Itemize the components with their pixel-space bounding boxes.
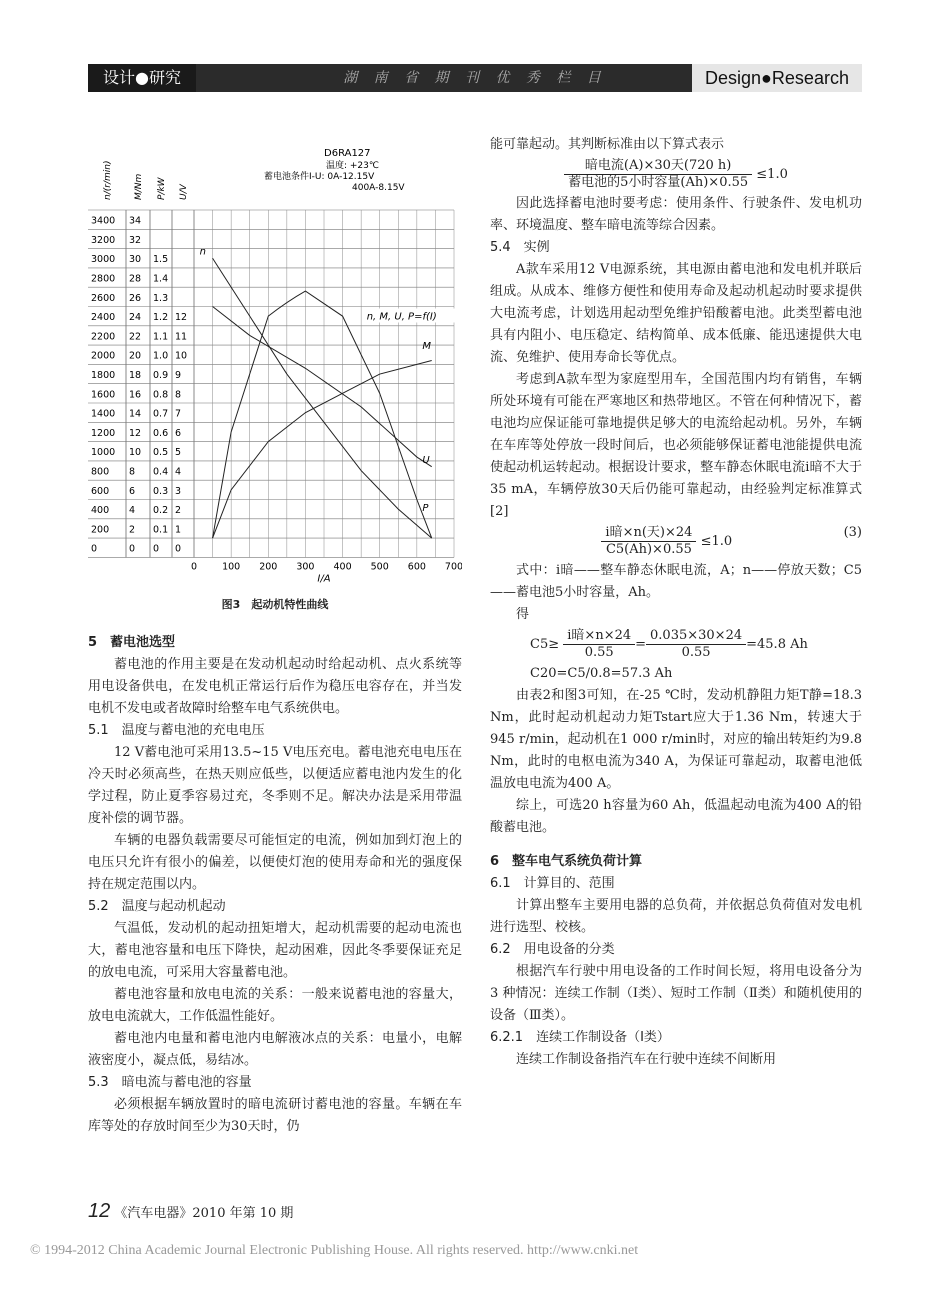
tick-label: 26 [129,292,142,304]
tick-label: 1 [175,524,182,536]
paragraph: 蓄电池容量和放电电流的关系：一般来说蓄电池的容量大，放电电流就大，工作低温性能好。 [88,987,462,1024]
paragraph: 蓄电池的作用主要是在发动机起动时给起动机、点火系统等用电设备供电，在发电机正常运行后作为稳压电容存在，并当发电机不发电或者故障时给整车电气系统供电。 [88,657,462,716]
tick-label: 18 [129,370,142,382]
tick-label: 5 [175,447,182,459]
copyright-line: © 1994-2012 China Academic Journal Electronic Publishing House. All rights reserved. http://www.cnki.net [30,1243,639,1258]
tick-label: 2200 [91,331,116,343]
section-5-heading: 5 蓄电池选型 [88,635,176,650]
tick-label: 1.3 [153,292,169,304]
tick-label: 0.1 [153,524,169,536]
tick-label: 800 [91,466,110,478]
x-tick-label: 500 [370,561,389,573]
tick-label: 2 [129,524,136,536]
tick-label: 8 [129,466,136,478]
tick-label: 0.4 [153,466,169,478]
series-label-M: M [422,340,432,352]
eq4-numerator-2: 0.035×30×24 [646,628,746,645]
tick-label: 12 [129,427,142,439]
eq4-rhs: =45.8 Ah [746,637,808,652]
tick-label: 0 [91,543,98,555]
tick-label: 1.1 [153,331,169,343]
paragraph: A款车采用12 V电源系统，其电源由蓄电池和发电机并联后组成。从成本、维修方便性和使用寿命及起动机起动时要求提供大电流考虑，计划选用起动型免维护铅酸蓄电池。此类型蓄电池具有内阻小、电压稳定、结构简单、成本低廉、能迅速提供大电流、免维护、使用寿命长等优点。 [490,262,862,365]
chart-title: D6RA127 [324,148,371,159]
tick-label: 0.7 [153,408,169,420]
axis-header: M/Nm [134,173,144,200]
tick-label: 32 [129,234,142,246]
paragraph: 考虑到A款车型为家庭型用车，全国范围内均有销售，车辆所处环境有可能在严寒地区和热带地区。不管在何种情况下，蓄电池均应保证能可靠地提供足够大的电流给起动机。另外，车辆在车库等处停放一段时间后，也必须能够保证蓄电池能提供电流使起动机运转起动。根据设计要求，整车静态休眠电流i暗不大于35 mA，车辆停放30天后仍能可靠起动，由经验判定标准算式[2] [490,372,862,519]
x-axis-label: I/A [317,573,331,585]
paragraph: 由表2和图3可知，在-25 ℃时，发动机静阻力矩T静=18.3 Nm，此时起动机起动力矩Tstart应大于1.36 Nm，转速大于945 r/min，起动机在1 000 r/min时，对应的输出转矩约为9.8 Nm，此时的电枢电流为340 A，为保证可靠起动，取蓄电池低温放电电流为400 A。 [490,688,862,791]
tick-label: 14 [129,408,142,420]
tick-label: 6 [129,485,136,497]
eq3-numerator: i暗×n(天)×24 [601,525,696,542]
equation-3 [490,525,862,558]
starter-characteristic-chart [88,142,462,612]
legend-label: n, M, U, P=f(I) [366,311,437,323]
eq4-lhs: C5≥ [530,637,560,652]
tick-label: 200 [91,524,110,536]
tick-label: 28 [129,273,142,285]
tick-label: 24 [129,312,142,324]
eq1-rhs: ≤1.0 [756,167,788,182]
tick-label: 7 [175,408,182,420]
tick-label: 1.0 [153,350,169,362]
paragraph: 综上，可选20 h容量为60 Ah，低温起动电流为400 A的铅酸蓄电池。 [490,798,862,835]
paragraph: 连续工作制设备指汽车在行驶中连续不间断用 [516,1052,777,1067]
tick-label: 2000 [91,350,116,362]
tick-label: 34 [129,215,142,227]
tick-label: 3 [175,485,182,497]
paragraph: 得 [516,607,530,622]
x-tick-label: 600 [407,561,426,573]
tick-label: 600 [91,485,110,497]
tick-label: 22 [129,331,142,343]
tick-label: 0 [153,543,160,555]
page-footer [88,1200,293,1223]
eq3-rhs: ≤1.0 [700,534,733,549]
tick-label: 1200 [91,427,116,439]
paragraph: 因此选择蓄电池时要考虑：使用条件、行驶条件、发电机功率、环境温度、整车暗电流等综合因素。 [490,196,862,233]
header-section-en: Design●Research [692,64,862,92]
tick-label: 1600 [91,389,116,401]
section-6-2-1-heading: 6.2.1 连续工作制设备（Ⅰ类） [490,1030,670,1045]
x-tick-label: 100 [222,561,241,573]
axis-header: P/kW [157,177,167,200]
tick-label: 0 [175,543,182,555]
paragraph: 根据汽车行驶中用电设备的工作时间长短，将用电设备分为 3 种情况：连续工作制（Ⅰ类）、短时工作制（Ⅱ类）和随机使用的设备（Ⅲ类）。 [490,964,862,1023]
tick-label: 3400 [91,215,116,227]
left-column [88,632,462,1138]
tick-label: 10 [175,350,188,362]
tick-label: 1.5 [153,254,169,266]
tick-label: 4 [129,505,136,517]
paragraph: 计算出整车主要用电器的总负荷，并依据总负荷值对发电机进行选型、校核。 [490,898,862,935]
tick-label: 0.3 [153,485,169,497]
paragraph: 气温低，发动机的起动扭矩增大，起动机需要的起动电流也大，蓄电池容量和电压下降快，起动困难，因此冬季要保证充足的放电电流，可采用大容量蓄电池。 [88,921,462,980]
section-5-2-heading: 5.2 温度与起动机起动 [88,899,226,914]
tick-label: 3000 [91,254,116,266]
section-6-1-heading: 6.1 计算目的、范围 [490,876,615,891]
x-tick-label: 0 [190,561,198,573]
tick-label: 11 [175,331,188,343]
tick-label: 6 [175,427,182,439]
tick-label: 0.9 [153,370,169,382]
x-tick-label: 300 [296,561,315,573]
eq1-denominator: 蓄电池的5小时容量(Ah)×0.55 [568,175,749,190]
right-column [490,134,862,1071]
axis-header: U/V [179,184,189,200]
section-5-3-heading: 5.3 暗电流与蓄电池的容量 [88,1075,252,1090]
equation-4: C5≥ $\frac{\text{i暗×n×24}}{0.55}$ = $\frac{0.035\times 30\times 24}{0.55}$ =45.8 Ah [530,628,808,660]
eq4-denominator-1: 0.55 [584,645,614,660]
axis-header: n/(r/min) [103,160,113,200]
paragraph: 蓄电池内电量和蓄电池内电解液冰点的关系：电量小，电解液密度小，凝点低，易结冰。 [88,1031,462,1068]
tick-label: 10 [129,447,142,459]
chart-subtitle: 温度: +23℃ [326,161,379,171]
tick-label: 0.5 [153,447,169,459]
paragraph: 12 V蓄电池可采用13.5~15 V电压充电。蓄电池充电电压在冷天时必须高些，在热天则应低些，以便适应蓄电池内发生的化学过程，防止夏季容易过充，冬季则不足。解决办法是采用带温度补偿的调节器。 [88,745,462,826]
section-5-1-heading: 5.1 温度与蓄电池的充电电压 [88,723,265,738]
tick-label: 12 [175,312,188,324]
tick-label: 400 [91,505,110,517]
tick-label: 20 [129,350,142,362]
x-tick-label: 200 [259,561,278,573]
tick-label: 0.2 [153,505,169,517]
tick-label: 1.2 [153,312,169,324]
journal-name: 《汽车电器》2010 年第 10 期 [114,1206,294,1221]
series-curve-P [213,291,432,538]
series-label-P: P [422,503,429,515]
figure-caption: 图3 起动机特性曲线 [221,598,329,611]
tick-label: 1.4 [153,273,169,285]
header-middle: 湖 南 省 期 刊 优 秀 栏 目 [343,70,607,86]
paragraph: 必须根据车辆放置时的暗电流研讨蓄电池的容量。车辆在车库等处的存放时间至少为30天时，仍 [88,1097,462,1134]
tick-label: 0 [129,543,136,555]
tick-label: 1000 [91,447,116,459]
chart-subtitle: 400A-8.15V [352,183,405,193]
section-6-2-heading: 6.2 用电设备的分类 [490,942,615,957]
page-number: 12 [88,1200,111,1222]
tick-label: 0.6 [153,427,169,439]
x-tick-label: 700 [444,561,462,573]
eq3-denominator: C5(Ah)×0.55 [605,542,692,557]
tick-label: 1400 [91,408,116,420]
running-header [88,64,862,92]
paragraph: 能可靠起动。其判断标准由以下算式表示 [490,137,725,152]
tick-label: 2 [175,505,182,517]
chart-svg [88,142,462,592]
tick-label: 3200 [91,234,116,246]
header-section: 设计●研究 [88,64,196,92]
tick-label: 16 [129,389,142,401]
tick-label: 0.8 [153,389,169,401]
series-curve-n [213,258,432,538]
tick-label: 4 [175,466,182,478]
paragraph: 车辆的电器负载需要尽可能恒定的电流，例如加到灯泡上的电压只允许有很小的偏差，以便使灯泡的使用寿命和光的强度保持在规定范围以内。 [88,833,462,892]
eq4-denominator-2: 0.55 [681,645,711,660]
equation-1 [490,158,862,191]
eq1-numerator: 暗电流(A)×30天(720 h) [564,158,752,175]
equation-5: C20=C5/0.8=57.3 Ah [530,666,673,681]
tick-label: 2400 [91,312,116,324]
eq3-number: (3) [843,525,862,540]
tick-label: 8 [175,389,182,401]
x-tick-label: 400 [333,561,352,573]
section-6-heading: 6 整车电气系统负荷计算 [490,854,643,869]
series-label-U: U [422,454,430,466]
eq4-numerator-1: i暗×n×24 [563,628,635,645]
tick-label: 2800 [91,273,116,285]
section-5-4-heading: 5.4 实例 [490,240,550,255]
tick-label: 30 [129,254,142,266]
series-label-n: n [199,246,206,258]
chart-subtitle: 蓄电池条件I-U: 0A-12.15V [264,172,375,182]
tick-label: 1800 [91,370,116,382]
paragraph: 式中：i暗——整车静态休眠电流，A；n——停放天数；C5——蓄电池5小时容量，Ah。 [490,563,862,600]
tick-label: 9 [175,370,182,382]
tick-label: 2600 [91,292,116,304]
